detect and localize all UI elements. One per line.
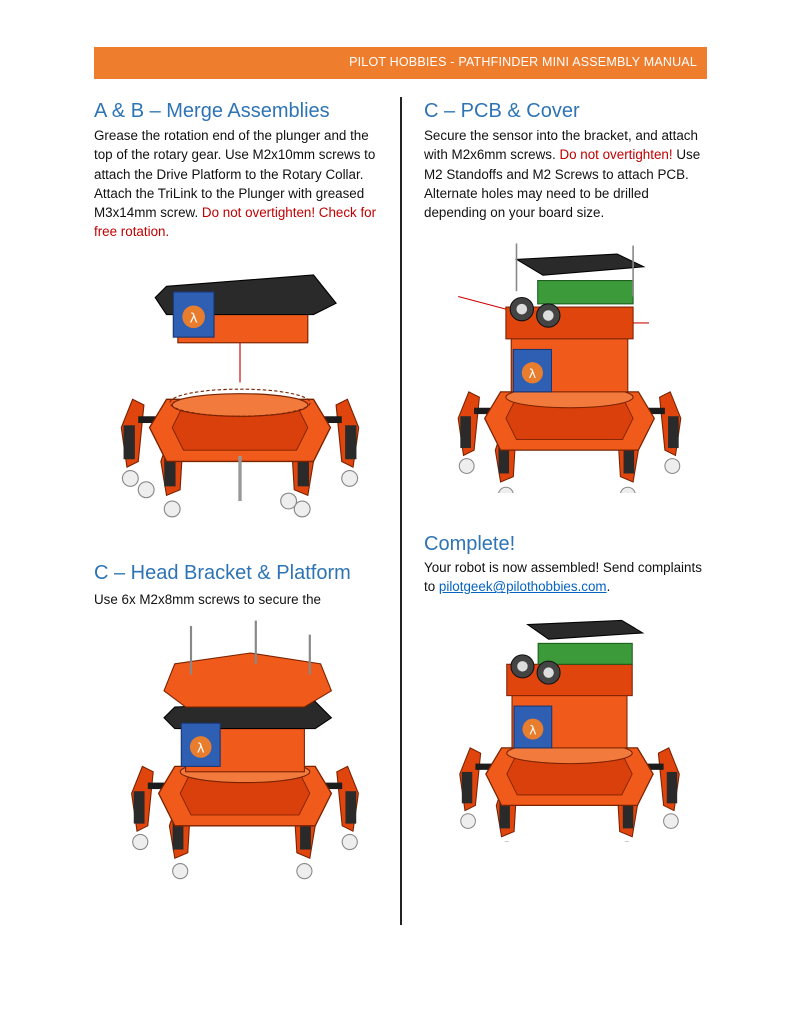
section-complete-period: . [606,579,611,595]
robot-complete-render [437,612,702,842]
email-link[interactable]: pilotgeek@pilothobbies.com [438,579,607,595]
section-pcb-heading: C – PCB & Cover [424,100,580,122]
robot-merge-assembly-render [95,258,385,518]
robot-pcb-cover-render [437,243,702,493]
column-divider [400,97,402,925]
section-ab-heading: A & B – Merge Assemblies [94,100,330,122]
section-ab-body: Grease the rotation end of the plunger and the top of the rotary gear. Use M2x10mm screws to attach the Drive Platform to the Rotary Collar. Attach the TriLink to the Plunger with greased M3x14mm screw. [94,128,376,221]
section-complete-heading: Complete! [424,533,516,555]
section-pcb-warning: Do not overtighten! [559,147,673,163]
robot-head-bracket-render [110,615,380,880]
section-pcb-body: Secure the sensor into the bracket, and attach with M2x6mm screws. [424,128,698,163]
section-pcb-text [424,126,714,222]
section-ab-warning: Do not overtighten! Check for free rotation. [94,205,377,240]
section-head-heading: C – Head Bracket & Platform [94,562,351,584]
section-head-text: Use 6x M2x8mm screws to secure the [94,592,321,607]
header-bar [94,47,707,79]
section-ab-text [94,126,384,242]
section-complete-body: Your robot is now assembled! Send complaints to [424,560,702,595]
header-title: PILOT HOBBIES - PATHFINDER MINI ASSEMBLY MANUAL [349,55,697,69]
section-complete-text [424,558,714,597]
section-pcb-body2: Use M2 Standoffs and M2 Screws to attach PCB. Alternate holes may need to be drilled depending on your board size. [424,147,701,221]
